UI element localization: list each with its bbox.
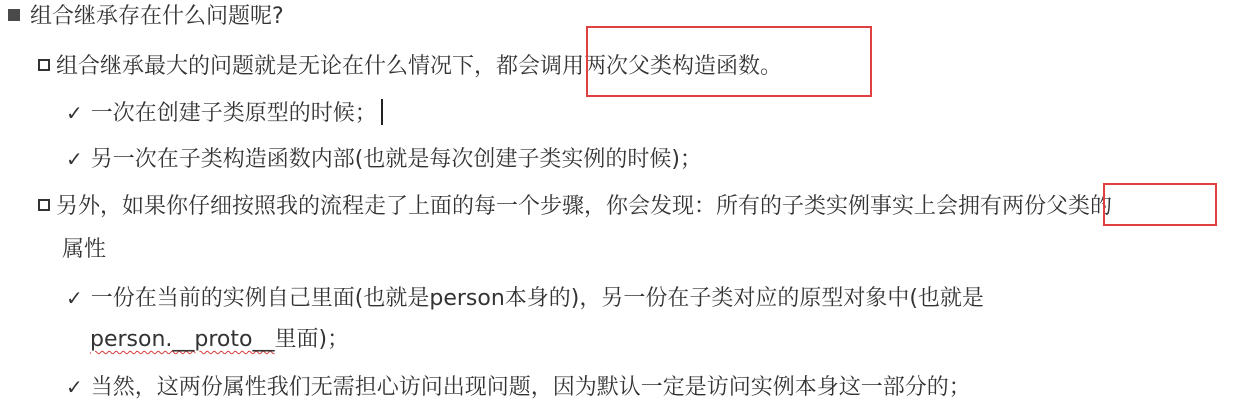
point2-sub2-line <box>66 372 971 402</box>
point1-text: 组合继承最大的问题就是无论在什么情况下，都会调用两次父类构造函数。 <box>56 54 783 79</box>
text-cursor <box>381 99 383 125</box>
hollow-square-bullet-icon <box>38 59 50 71</box>
point2-sub1-line2 <box>90 325 349 355</box>
code-person-proto: person.__proto__ <box>90 327 275 352</box>
check-icon: ✓ <box>66 375 83 399</box>
heading-line <box>8 2 284 32</box>
point2-sub1-text-line1: 一份在当前的实例自己里面(也就是person本身的)，另一份在子类对应的原型对象中(也就是 <box>90 286 984 311</box>
check-icon: ✓ <box>66 286 83 310</box>
point2-sub2-text: 当然，这两份属性我们无需担心访问出现问题，因为默认一定是访问实例本身这一部分的； <box>90 375 971 400</box>
point1-sub1-text: 一次在创建子类原型的时候； <box>90 101 377 126</box>
point2-sub1-line <box>66 283 984 313</box>
filled-square-bullet-icon <box>8 9 20 21</box>
point2-text-line2: 属性 <box>62 237 107 262</box>
point2-line <box>38 192 1112 222</box>
point2-line2 <box>62 235 106 265</box>
highlight-box-two-copies <box>1103 183 1217 226</box>
point2-text-line1: 另外，如果你仔细按照我的流程走了上面的每一个步骤，你会发现：所有的子类实例事实上会拥有两份父类的 <box>56 194 1113 219</box>
point1-sub2-text: 另一次在子类构造函数内部(也就是每次创建子类实例的时候)； <box>90 147 702 172</box>
point1-sub2-line <box>66 144 702 174</box>
highlight-box-constructor-calls <box>586 26 872 97</box>
hollow-square-bullet-icon <box>38 199 50 211</box>
heading-text: 组合继承存在什么问题呢? <box>30 4 284 29</box>
check-icon: ✓ <box>66 101 83 125</box>
check-icon: ✓ <box>66 147 83 171</box>
point2-sub1-text-rest: 里面)； <box>274 327 350 352</box>
point1-sub1-line <box>66 98 383 128</box>
